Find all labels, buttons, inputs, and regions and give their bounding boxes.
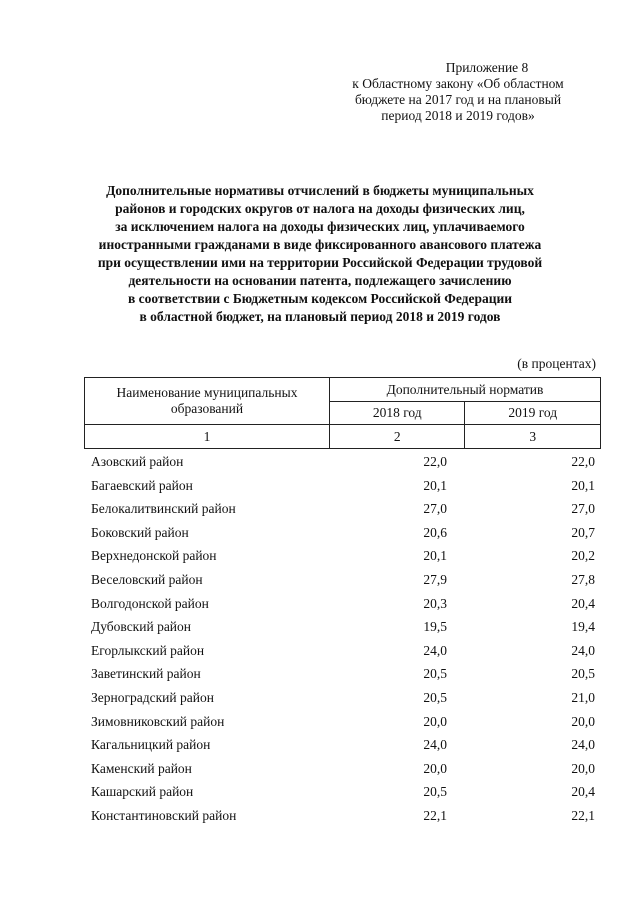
value-2018: 27,9 bbox=[423, 571, 447, 587]
municipality-name: Багаевский район bbox=[91, 477, 193, 493]
title-line: районов и городских округов от налога на доходы физических лиц, bbox=[115, 201, 525, 216]
title-line: иностранными гражданами в виде фиксированного авансового платежа bbox=[98, 237, 542, 252]
value-2018: 20,0 bbox=[423, 713, 447, 729]
table-row bbox=[88, 474, 598, 498]
header-year-2018: 2018 год bbox=[330, 402, 465, 425]
value-2019: 22,1 bbox=[571, 807, 595, 823]
appendix-number: Приложение 8 bbox=[445, 60, 529, 75]
value-2019: 20,5 bbox=[571, 666, 595, 682]
municipality-name: Егорлыкский район bbox=[91, 642, 205, 658]
value-2019: 19,4 bbox=[571, 619, 595, 635]
value-2018: 20,1 bbox=[423, 477, 447, 493]
municipality-name: Кагальницкий район bbox=[91, 737, 211, 753]
column-index-2: 2 bbox=[330, 425, 465, 449]
table-row bbox=[88, 733, 598, 757]
title-line: в областной бюджет, на плановый период 2018 и 2019 годов bbox=[139, 309, 501, 324]
municipality-name: Боковский район bbox=[91, 524, 189, 540]
table-row bbox=[88, 757, 598, 781]
municipality-name: Зерноградский район bbox=[91, 689, 214, 705]
value-2019: 20,1 bbox=[571, 477, 595, 493]
header-name-line2: образований bbox=[170, 401, 244, 416]
header-year-2019: 2019 год bbox=[465, 402, 601, 425]
table-row bbox=[88, 450, 598, 474]
table-body bbox=[88, 450, 598, 828]
title-line: Дополнительные нормативы отчислений в бюджеты муниципальных bbox=[106, 183, 534, 198]
value-2019: 20,0 bbox=[571, 760, 595, 776]
title-line: за исключением налога на доходы физических лиц, уплачиваемого bbox=[115, 219, 525, 234]
table-row bbox=[88, 639, 598, 663]
appendix-line: период 2018 и 2019 годов» bbox=[381, 108, 535, 123]
municipality-name: Верхнедонской район bbox=[91, 548, 217, 564]
municipality-name: Веселовский район bbox=[91, 571, 203, 587]
table-row bbox=[88, 804, 598, 828]
municipality-name: Волгодонской район bbox=[91, 595, 209, 611]
table-row bbox=[88, 568, 598, 592]
value-2018: 20,1 bbox=[423, 548, 447, 564]
value-2018: 20,0 bbox=[423, 760, 447, 776]
value-2018: 20,5 bbox=[423, 666, 447, 682]
header-name-line1: Наименование муниципальных bbox=[116, 385, 298, 400]
value-2018: 27,0 bbox=[423, 501, 447, 517]
value-2019: 24,0 bbox=[571, 642, 595, 658]
table-row bbox=[88, 662, 598, 686]
title-line: деятельности на основании патента, подлежащего зачислению bbox=[128, 273, 512, 288]
value-2019: 27,0 bbox=[571, 501, 595, 517]
table-row bbox=[88, 497, 598, 521]
unit-label: (в процентах) bbox=[517, 356, 596, 371]
value-2018: 22,0 bbox=[423, 454, 447, 469]
table-header bbox=[84, 377, 601, 449]
title-line: при осуществлении ими на территории Российской Федерации трудовой bbox=[97, 255, 543, 270]
value-2018: 24,0 bbox=[423, 737, 447, 753]
value-2018: 22,1 bbox=[423, 807, 447, 823]
table-row bbox=[88, 780, 598, 804]
value-2019: 24,0 bbox=[571, 737, 595, 753]
value-2018: 20,6 bbox=[423, 524, 447, 540]
value-2019: 22,0 bbox=[571, 454, 595, 469]
value-2019: 20,4 bbox=[571, 595, 595, 611]
appendix-line: бюджете на 2017 год и на плановый bbox=[354, 92, 562, 107]
table-row bbox=[88, 615, 598, 639]
municipality-name: Кашарский район bbox=[91, 784, 194, 800]
header-group-cell: Дополнительный норматив bbox=[330, 378, 601, 402]
municipality-name: Дубовский район bbox=[91, 619, 192, 635]
table-row bbox=[88, 686, 598, 710]
value-2019: 20,2 bbox=[571, 548, 595, 564]
value-2019: 21,0 bbox=[571, 689, 595, 705]
header-name-cell bbox=[85, 378, 330, 425]
table-row bbox=[88, 592, 598, 616]
table-row bbox=[88, 710, 598, 734]
municipality-name: Заветинский район bbox=[91, 666, 201, 682]
value-2018: 19,5 bbox=[423, 619, 447, 635]
value-2018: 20,3 bbox=[423, 595, 447, 611]
municipality-name: Каменский район bbox=[91, 760, 192, 776]
municipality-name: Белокалитвинский район bbox=[91, 501, 236, 517]
table-row bbox=[88, 544, 598, 568]
appendix-line: к Областному закону «Об областном bbox=[352, 76, 564, 91]
value-2019: 20,7 bbox=[571, 524, 595, 540]
value-2019: 20,4 bbox=[571, 784, 595, 800]
document-title bbox=[60, 182, 580, 326]
column-index-3: 3 bbox=[465, 425, 601, 449]
value-2019: 27,8 bbox=[571, 571, 595, 587]
table-row bbox=[88, 521, 598, 545]
value-2018: 20,5 bbox=[423, 784, 447, 800]
value-2019: 20,0 bbox=[571, 713, 595, 729]
value-2018: 24,0 bbox=[423, 642, 447, 658]
municipality-name: Константиновский район bbox=[91, 807, 237, 823]
appendix-block bbox=[328, 60, 588, 124]
value-2018: 20,5 bbox=[423, 689, 447, 705]
municipality-name: Азовский район bbox=[91, 454, 184, 469]
title-line: в соответствии с Бюджетным кодексом Российской Федерации bbox=[127, 291, 513, 306]
municipality-name: Зимовниковский район bbox=[91, 713, 225, 729]
column-index-1: 1 bbox=[85, 425, 330, 449]
